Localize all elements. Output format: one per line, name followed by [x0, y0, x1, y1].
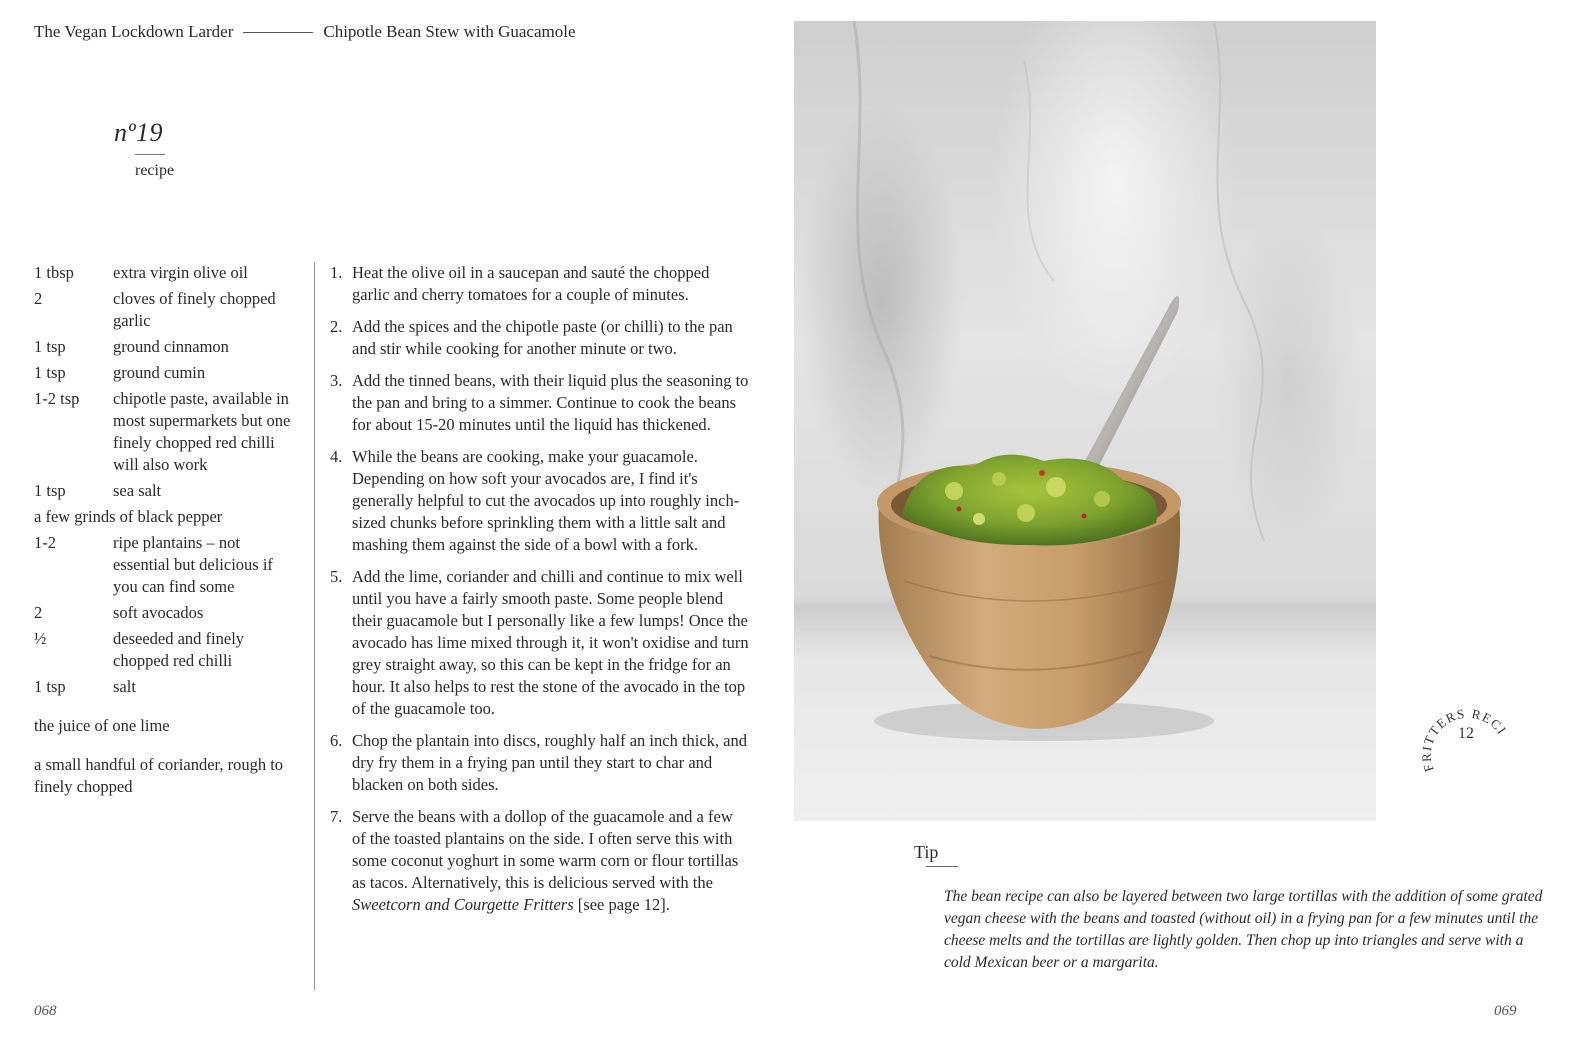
- step-text: Heat the olive oil in a saucepan and sauté the chopped garlic and cherry tomatoes for a couple of minutes.: [352, 263, 710, 304]
- ingredient-row: [34, 602, 294, 624]
- ingredient-qty: 1 tsp: [34, 337, 66, 356]
- page-number-right: 069: [1494, 1003, 1517, 1019]
- step-text: Add the lime, coriander and chilli and continue to mix well until you have a fairly smooth paste. Some people blend their guacamole but I personally like a few lumps! Once the avocado has lime mixed through it, it won't oxidise and turn grey straight away, so this can be kept in the fridge for an hour. It also helps to rest the stone of the avocado in the top of the guacamole too.: [352, 567, 749, 718]
- ingredient-desc: ground cinnamon: [113, 337, 229, 356]
- step-text-part: [see page 12].: [573, 895, 670, 914]
- ingredient-row: [34, 532, 294, 598]
- guacamole-bowl-illustration: [794, 21, 1376, 821]
- ingredient-desc: cloves of finely chopped garlic: [113, 289, 276, 330]
- step-number: 7.: [330, 807, 343, 826]
- ingredient-qty: 1 tsp: [34, 363, 66, 382]
- step-text: Add the spices and the chipotle paste (or chilli) to the pan and stir while cooking for another minute or two.: [352, 317, 733, 358]
- step-text-part: Serve the beans with a dollop of the guacamole and a few of the toasted plantains on the side. I often serve this with some coconut yoghurt in some warm corn or flour tortillas as tacos. Alternatively, this is delicious served with the: [352, 807, 739, 892]
- column-divider: [314, 262, 315, 990]
- ingredient-desc: chipotle paste, available in most supermarkets but one finely chopped red chilli will also work: [113, 389, 291, 474]
- method-step: [330, 806, 750, 916]
- step-number: 2.: [330, 317, 343, 336]
- ingredient-full-line: a few grinds of black pepper: [34, 507, 223, 526]
- ingredient-row: [34, 336, 294, 358]
- method-step: [330, 446, 750, 556]
- ingredient-qty: ½: [34, 629, 47, 648]
- ingredient-row: [34, 628, 294, 672]
- step-number: 3.: [330, 371, 343, 390]
- recipe-number-rule: [135, 154, 165, 155]
- ingredient-extra: a small handful of coriander, rough to finely chopped: [34, 755, 284, 796]
- recipe-number: nº19: [114, 118, 164, 147]
- ingredient-extra: the juice of one lime: [34, 716, 170, 735]
- ingredient-row: [34, 288, 294, 332]
- ingredient-qty: 1-2: [34, 533, 56, 552]
- page-reference-badge[interactable]: [1414, 682, 1514, 782]
- running-head: [34, 22, 576, 42]
- recipe-label: recipe: [135, 162, 175, 179]
- recipe-title: Chipotle Bean Stew with Guacamole: [323, 22, 576, 41]
- ingredient-qty: 1 tsp: [34, 677, 66, 696]
- badge-arc-text: FRITTERS RECI: [1418, 705, 1511, 774]
- step-number: 5.: [330, 567, 343, 586]
- ingredient-desc: salt: [113, 677, 136, 696]
- ingredient-qty: 1-2 tsp: [34, 389, 80, 408]
- method-step: [330, 370, 750, 436]
- ingredient-desc: ripe plantains – not essential but delicious if you can find some: [113, 533, 273, 596]
- step-text: While the beans are cooking, make your guacamole. Depending on how soft your avocados are, I find it's generally helpful to cut the avocados up into roughly inch-sized chunks before sprinkling them with a little salt and mashing them against the side of a bowl with a fork.: [352, 447, 740, 554]
- right-page: [794, 0, 1588, 1049]
- guacamole-photo: [794, 21, 1376, 821]
- step-number: 1.: [330, 263, 343, 282]
- ingredient-desc: soft avocados: [113, 603, 204, 622]
- ingredient-desc: sea salt: [113, 481, 162, 500]
- step-text: [352, 806, 750, 916]
- ingredient-row: [34, 362, 294, 384]
- ingredient-row: [34, 480, 294, 502]
- badge-page-number: 12: [1458, 725, 1474, 742]
- badge-svg: [1414, 682, 1514, 782]
- tip-text: The bean recipe can also be layered between two large tortillas with the addition of some grated vegan cheese with the beans and toasted (without oil) in a frying pan for a few minutes until the cheese melts and the tortillas are lightly golden. Then chop up into triangles and serve with a cold Mexican beer or a margarita.: [944, 888, 1543, 971]
- book-title: The Vegan Lockdown Larder: [34, 22, 234, 41]
- page-number-left: 068: [34, 1003, 57, 1019]
- step-text: Chop the plantain into discs, roughly half an inch thick, and dry fry them in a frying pan until they start to char and blacken on both sides.: [352, 731, 748, 794]
- header-rule: [243, 32, 313, 33]
- method-step: [330, 316, 750, 360]
- ingredient-qty: 1 tbsp: [34, 263, 74, 282]
- ingredient-desc: ground cumin: [113, 363, 206, 382]
- tip-heading: Tip: [914, 842, 939, 862]
- step-number: 6.: [330, 731, 343, 750]
- ingredient-desc: extra virgin olive oil: [113, 263, 248, 282]
- method-step: [330, 730, 750, 796]
- tip-rule: [926, 866, 958, 867]
- ingredient-qty: 2: [34, 289, 43, 308]
- ingredient-row: [34, 676, 294, 698]
- ingredient-qty: 2: [34, 603, 43, 622]
- method-step: [330, 566, 750, 720]
- ingredients-list: [34, 262, 294, 802]
- method-list: [330, 262, 750, 926]
- ingredient-row: [34, 388, 294, 476]
- cross-reference-title: Sweetcorn and Courgette Fritters: [352, 895, 574, 914]
- step-text: Add the tinned beans, with their liquid plus the seasoning to the pan and bring to a simmer. Continue to cook the beans for about 15-20 minutes until the liquid has thickened.: [352, 371, 749, 434]
- step-number: 4.: [330, 447, 343, 466]
- ingredient-row: [34, 262, 294, 284]
- method-step: [330, 262, 750, 306]
- ingredient-qty: 1 tsp: [34, 481, 66, 500]
- ingredient-desc: deseeded and finely chopped red chilli: [113, 629, 245, 670]
